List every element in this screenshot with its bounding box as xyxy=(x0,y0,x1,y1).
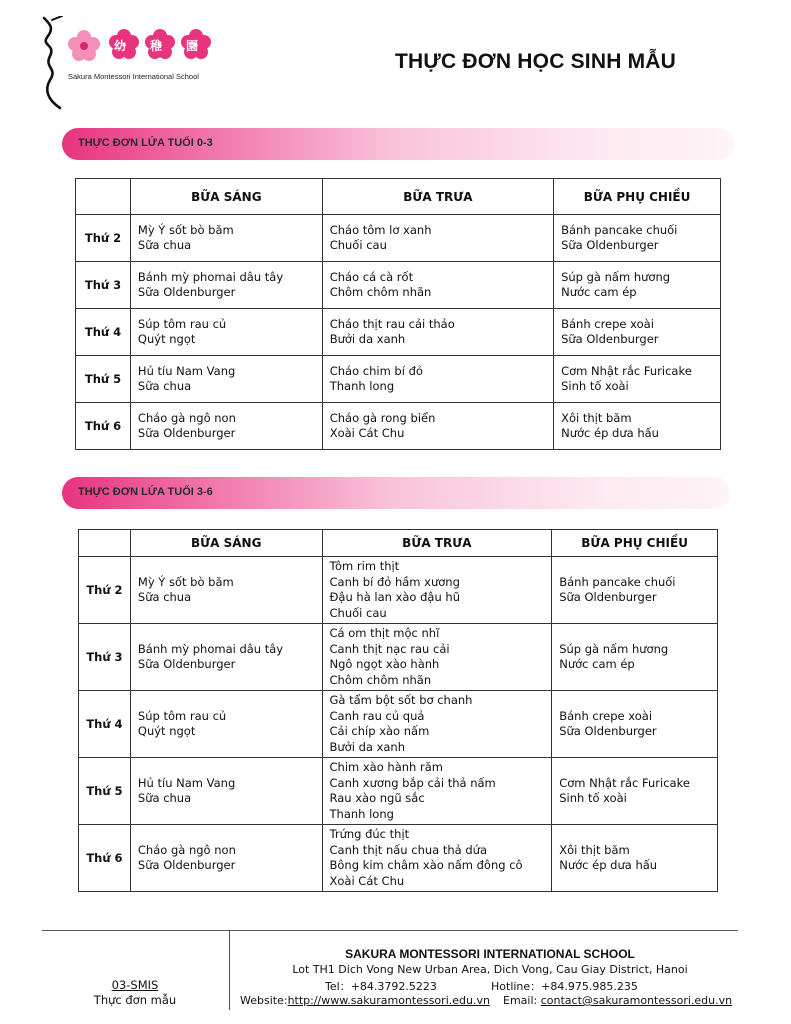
footer-tel xyxy=(325,978,437,994)
menu-item: Tôm rim thịt xyxy=(329,559,400,573)
menu-table-3-6 xyxy=(78,529,718,892)
table-row xyxy=(76,309,721,356)
snack-cell xyxy=(554,309,721,356)
column-header-lunch: BỮA TRƯA xyxy=(322,179,553,215)
email-label: Email: xyxy=(503,994,541,1007)
menu-item: Sữa chua xyxy=(137,379,192,393)
table-row xyxy=(76,403,721,450)
breakfast-cell xyxy=(130,557,322,624)
lunch-cell xyxy=(322,215,553,262)
snack-cell xyxy=(552,758,718,825)
menu-item: Quýt ngọt xyxy=(137,724,196,738)
website-label: Website: xyxy=(240,994,288,1007)
breakfast-cell xyxy=(130,825,322,892)
menu-item: Canh rau củ quả xyxy=(329,708,425,723)
table-row xyxy=(79,691,718,758)
menu-item: Canh xương bắp cải thả nấm xyxy=(329,775,496,790)
lunch-cell xyxy=(322,262,553,309)
menu-item: Bánh pancake chuối xyxy=(561,222,678,237)
footer-school-name: SAKURA MONTESSORI INTERNATIONAL SCHOOL xyxy=(345,947,635,961)
menu-item: Nước ép dưa hấu xyxy=(561,426,659,440)
menu-item: Sữa chua xyxy=(137,238,192,252)
section-title: THỰC ĐƠN LỨA TUỔI 0-3 xyxy=(78,137,213,149)
footer-hotline xyxy=(491,978,638,994)
snack-cell xyxy=(552,557,718,624)
menu-item: Sữa chua xyxy=(137,590,192,604)
menu-item: Mỳ Ý sốt bò băm xyxy=(137,222,234,237)
breakfast-cell xyxy=(130,691,322,758)
document-code: 03-SMIS xyxy=(111,978,159,992)
menu-item: Chuối cau xyxy=(329,238,387,252)
menu-item: Ngô ngọt xào hành xyxy=(329,657,440,671)
menu-item: Bánh mỳ phomai dâu tây xyxy=(137,269,284,284)
menu-item: Thanh long xyxy=(329,379,395,393)
snack-cell xyxy=(554,403,721,450)
breakfast-cell xyxy=(130,356,322,403)
snack-cell xyxy=(552,624,718,691)
tel-value: +84.3792.5223 xyxy=(350,980,437,993)
menu-item: Chôm chôm nhãn xyxy=(329,672,432,687)
menu-item: Quýt ngọt xyxy=(137,332,196,346)
table-row xyxy=(76,356,721,403)
lunch-cell xyxy=(322,309,553,356)
menu-item: Sữa Oldenburger xyxy=(559,590,657,604)
snack-cell xyxy=(554,215,721,262)
menu-item: Cháo cá cà rốt xyxy=(329,269,414,284)
menu-item: Bánh mỳ phomai dâu tây xyxy=(137,641,284,656)
footer-website xyxy=(240,994,490,1007)
menu-item: Sữa Oldenburger xyxy=(561,238,659,252)
menu-item: Chôm chôm nhãn xyxy=(329,285,432,299)
hotline-label: Hotline： xyxy=(491,980,542,993)
day-cell: Thứ 4 xyxy=(79,691,131,758)
menu-item: Cơm Nhật rắc Furicake xyxy=(561,363,692,378)
section-header-0-3 xyxy=(62,128,734,160)
menu-item: Xoài Cát Chu xyxy=(329,873,405,888)
menu-item: Sữa Oldenburger xyxy=(137,858,236,872)
tel-label: Tel： xyxy=(325,980,351,993)
menu-item: Chim xào hành răm xyxy=(329,760,443,774)
menu-item: Rau xào ngũ sắc xyxy=(329,791,425,805)
menu-item: Súp tôm rau củ xyxy=(137,316,227,331)
menu-item: Sữa Oldenburger xyxy=(137,285,236,299)
menu-item: Bánh crepe xoài xyxy=(561,316,654,331)
day-cell: Thứ 6 xyxy=(76,403,131,450)
table-row xyxy=(79,624,718,691)
day-cell: Thứ 5 xyxy=(79,758,131,825)
breakfast-cell xyxy=(130,624,322,691)
table-row xyxy=(79,758,718,825)
menu-item: Mỳ Ý sốt bò băm xyxy=(137,574,234,589)
menu-item: Cải chíp xào nấm xyxy=(329,724,430,738)
menu-table-0-3 xyxy=(75,178,721,450)
day-cell: Thứ 6 xyxy=(79,825,131,892)
menu-item: Thanh long xyxy=(329,806,394,821)
menu-item: Cá om thịt mộc nhĩ xyxy=(329,626,440,640)
hotline-value: +84.975.985.235 xyxy=(541,980,638,993)
menu-item: Đậu hà lan xào đậu hũ xyxy=(329,590,460,604)
breakfast-cell xyxy=(130,262,322,309)
column-header-snack: BỮA PHỤ CHIỀU xyxy=(554,179,721,215)
column-header-day xyxy=(79,530,131,557)
lunch-cell xyxy=(322,691,552,758)
menu-item: Sữa Oldenburger xyxy=(137,657,236,671)
footer-email xyxy=(503,994,732,1007)
menu-item: Cháo chim bí đỏ xyxy=(329,363,423,378)
day-cell: Thứ 2 xyxy=(76,215,131,262)
table-row xyxy=(76,215,721,262)
column-header-lunch: BỮA TRƯA xyxy=(322,530,552,557)
snack-cell xyxy=(552,691,718,758)
section-title: THỰC ĐƠN LỨA TUỔI 3-6 xyxy=(78,486,213,498)
school-logo xyxy=(36,16,226,111)
menu-item: Cháo gà ngô non xyxy=(137,842,236,857)
menu-item: Cháo tôm lơ xanh xyxy=(329,222,432,237)
day-cell: Thứ 4 xyxy=(76,309,131,356)
menu-item: Xôi thịt băm xyxy=(561,410,632,425)
day-cell: Thứ 5 xyxy=(76,356,131,403)
menu-item: Sinh tố xoài xyxy=(559,791,627,805)
logo-school-name: Sakura Montessori International School xyxy=(68,72,199,81)
email-link[interactable]: contact@sakuramontessori.edu.vn xyxy=(540,994,733,1007)
menu-item: Nước ép dưa hấu xyxy=(559,858,658,872)
footer-divider xyxy=(42,930,738,931)
lunch-cell xyxy=(322,825,552,892)
table-row xyxy=(76,262,721,309)
snack-cell xyxy=(552,825,718,892)
day-cell: Thứ 3 xyxy=(76,262,131,309)
section-header-3-6 xyxy=(62,477,730,509)
menu-item: Cháo gà rong biển xyxy=(329,410,436,425)
lunch-cell xyxy=(322,557,552,624)
menu-item: Sinh tố xoài xyxy=(561,379,629,393)
column-header-snack: BỮA PHỤ CHIỀU xyxy=(552,530,718,557)
table-header-row xyxy=(76,179,721,215)
menu-item: Sữa Oldenburger xyxy=(559,724,657,738)
menu-item: Nước cam ép xyxy=(559,657,635,671)
menu-item: Canh thịt nạc rau cải xyxy=(329,641,450,656)
document-code-block xyxy=(60,978,210,1008)
menu-item: Sữa Oldenburger xyxy=(561,332,659,346)
menu-item: Chuối cau xyxy=(329,605,387,620)
menu-item: Canh bí đỏ hầm xương xyxy=(329,574,460,589)
menu-item: Cháo thịt rau cải thảo xyxy=(329,316,455,331)
breakfast-cell xyxy=(130,403,322,450)
menu-item: Trứng đúc thịt xyxy=(329,827,410,841)
document-name: Thực đơn mẫu xyxy=(93,993,177,1007)
menu-item: Bưởi da xanh xyxy=(329,739,405,754)
breakfast-cell xyxy=(130,215,322,262)
menu-item: Hủ tíu Nam Vang xyxy=(137,363,236,378)
website-link[interactable]: http://www.sakuramontessori.edu.vn xyxy=(287,994,490,1007)
menu-item: Cháo gà ngô non xyxy=(137,410,236,425)
lunch-cell xyxy=(322,356,553,403)
table-row xyxy=(79,825,718,892)
menu-item: Canh thịt nấu chua thả dứa xyxy=(329,842,487,857)
page-title: THỰC ĐƠN HỌC SINH MẪU xyxy=(395,50,677,73)
lunch-cell xyxy=(322,758,552,825)
menu-item: Hủ tíu Nam Vang xyxy=(137,775,236,790)
menu-item: Súp tôm rau củ xyxy=(137,708,227,723)
sakura-logo-icon xyxy=(36,16,226,111)
menu-item: Bưởi da xanh xyxy=(329,332,406,346)
breakfast-cell xyxy=(130,309,322,356)
lunch-cell xyxy=(322,624,552,691)
menu-item: Sữa chua xyxy=(137,791,192,805)
menu-item: Súp gà nấm hương xyxy=(559,641,669,656)
menu-item: Bánh crepe xoài xyxy=(559,708,653,723)
column-header-breakfast: BỮA SÁNG xyxy=(130,530,322,557)
footer-vertical-divider xyxy=(229,930,230,1010)
menu-item: Nước cam ép xyxy=(561,285,637,299)
column-header-day xyxy=(76,179,131,215)
menu-item: Cơm Nhật rắc Furicake xyxy=(559,775,690,790)
menu-item: Bông kim châm xào nấm đông cô xyxy=(329,858,523,872)
table-row xyxy=(79,557,718,624)
snack-cell xyxy=(554,262,721,309)
menu-item: Súp gà nấm hương xyxy=(561,269,671,284)
breakfast-cell xyxy=(130,758,322,825)
menu-item: Gà tẩm bột sốt bơ chanh xyxy=(329,693,473,707)
day-cell: Thứ 2 xyxy=(79,557,131,624)
day-cell: Thứ 3 xyxy=(79,624,131,691)
menu-item: Xôi thịt băm xyxy=(559,842,630,857)
footer-address: Lot TH1 Dich Vong New Urban Area, Dich Vong, Cau Giay District, Hanoi xyxy=(292,963,688,976)
lunch-cell xyxy=(322,403,553,450)
menu-item: Xoài Cát Chu xyxy=(329,426,405,440)
logo-cjk-text: 幼稚園 xyxy=(114,39,223,53)
menu-item: Bánh pancake chuối xyxy=(559,574,676,589)
menu-item: Sữa Oldenburger xyxy=(137,426,236,440)
table-header-row xyxy=(79,530,718,557)
snack-cell xyxy=(554,356,721,403)
column-header-breakfast: BỮA SÁNG xyxy=(130,179,322,215)
